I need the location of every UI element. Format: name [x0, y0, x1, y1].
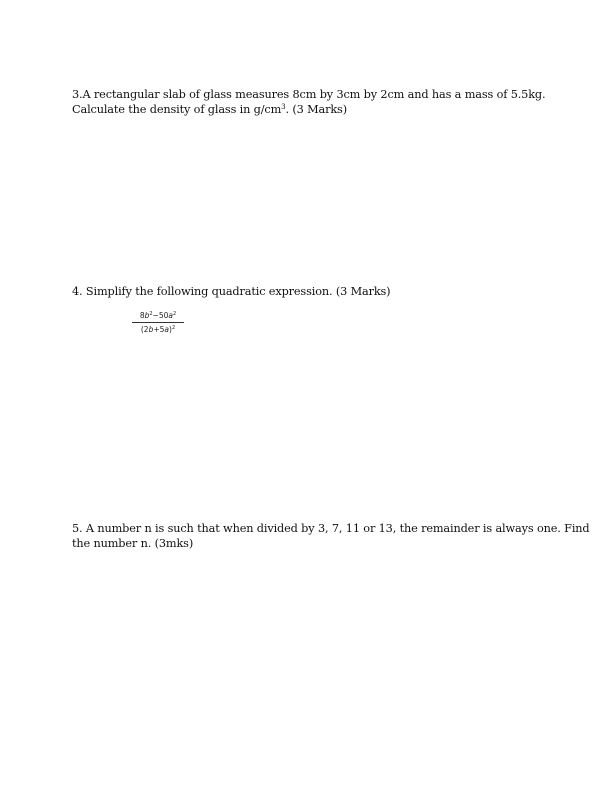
question-3-marks: . (3 Marks) — [285, 103, 347, 116]
coef: 8 — [139, 311, 145, 320]
quadratic-fraction — [131, 311, 185, 334]
var-a: a — [164, 325, 169, 334]
question-4 — [72, 284, 552, 299]
var-b: b — [148, 325, 154, 334]
close-paren: ) — [169, 325, 172, 334]
question-3-line-1: 3.A rectangular slab of glass measures 8cm by 3cm by 2cm and has a mass of 5.5kg. — [72, 88, 546, 101]
question-5-line-1: 5. A number n is such that when divided by 3, 7, 11 or 13, the remainder is always one. Find — [72, 522, 590, 535]
question-3-line-2 — [72, 102, 552, 117]
fraction-numerator — [131, 311, 185, 322]
plus-term: +5 — [153, 325, 165, 334]
superscript-cubed: 3 — [281, 103, 286, 111]
exp: 2 — [171, 325, 176, 331]
question-3-text: Calculate the density of glass in g/cm — [72, 103, 282, 116]
question-4-line-1: 4. Simplify the following quadratic expression. (3 Marks) — [72, 285, 391, 298]
var-b: b — [144, 311, 150, 320]
exp: 2 — [149, 311, 153, 317]
open-paren: (2 — [140, 325, 149, 334]
question-3 — [72, 87, 552, 117]
fraction-denominator — [131, 323, 185, 334]
question-5-line-2: the number n. (3mks) — [72, 537, 194, 550]
var-a: a — [168, 311, 173, 320]
question-5 — [72, 521, 590, 551]
minus-term: −50 — [152, 311, 169, 320]
exp: 2 — [172, 311, 177, 317]
